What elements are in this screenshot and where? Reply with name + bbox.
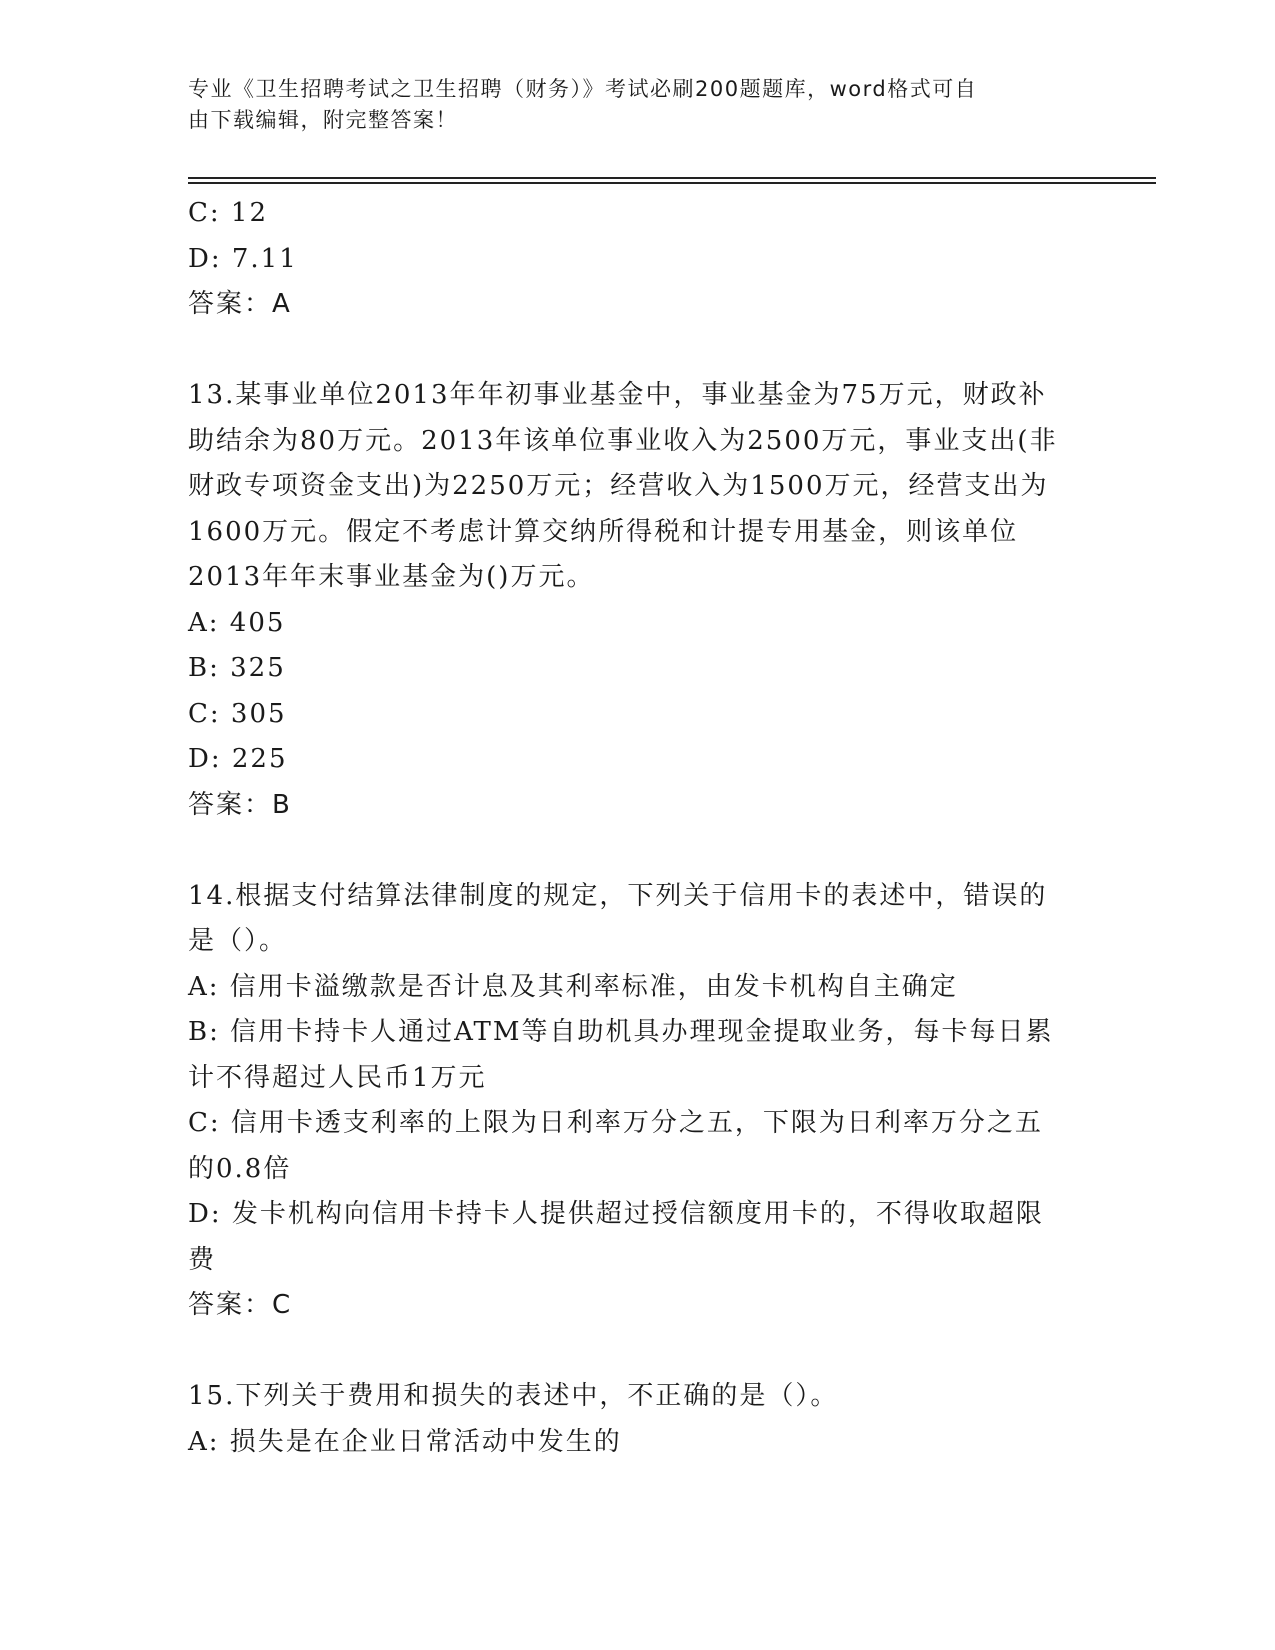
- option-b: B: 信用卡持卡人通过ATM等自助机具办理现金提取业务，每卡每日累: [188, 1017, 1054, 1047]
- answer: 答案：A: [188, 289, 292, 319]
- header-line-2: 由下载编辑，附完整答案！: [188, 108, 458, 132]
- option-b: B: 325: [188, 653, 286, 683]
- question-text-line: 1600万元。假定不考虑计算交纳所得税和计提专用基金，则该单位: [188, 516, 1019, 547]
- option-a: A: 405: [188, 607, 286, 638]
- question-text-line: 助结余为80万元。2013年该单位事业收入为2500万元，事业支出(非: [188, 425, 1058, 456]
- answer: 答案：B: [188, 789, 292, 820]
- option-a: A: 信用卡溢缴款是否计息及其利率标准，由发卡机构自主确定: [188, 971, 958, 1002]
- header-rule-bottom: [188, 182, 1156, 184]
- option-d: D: 发卡机构向信用卡持卡人提供超过授信额度用卡的，不得收取超限: [188, 1199, 1044, 1229]
- header-rule-top: [188, 177, 1156, 179]
- question-text-line: 2013年年末事业基金为()万元。: [188, 562, 595, 592]
- option-b-continued: 计不得超过人民币1万元: [188, 1062, 487, 1093]
- spacer: [188, 828, 1088, 874]
- spacer: [188, 328, 1088, 374]
- question-text-line: 13.某事业单位2013年年初事业基金中，事业基金为75万元，财政补: [188, 380, 1047, 410]
- answer: 答案：C: [188, 1290, 293, 1320]
- question-text-line: 14.根据支付结算法律制度的规定，下列关于信用卡的表述中，错误的: [188, 880, 1048, 911]
- question-text-line: 是（）。: [188, 926, 288, 956]
- question-14: [188, 874, 1088, 1329]
- option-c: C: 305: [188, 698, 287, 729]
- option-d: D: 225: [188, 744, 288, 774]
- question-text-line: 15.下列关于费用和损失的表述中，不正确的是（）。: [188, 1381, 839, 1411]
- option-c: C: 信用卡透支利率的上限为日利率万分之五，下限为日利率万分之五: [188, 1108, 1043, 1138]
- option-d: D: 7.11: [188, 243, 298, 274]
- question-13: [188, 373, 1088, 828]
- option-c: C: 12: [188, 198, 269, 228]
- option-c-continued: 的0.8倍: [188, 1153, 292, 1184]
- question-text-line: 财政专项资金支出)为2250万元；经营收入为1500万元，经营支出为: [188, 471, 1049, 501]
- header-line-1: 专业《卫生招聘考试之卫生招聘（财务）》考试必刷200题题库，word格式可自: [188, 77, 978, 101]
- question-15: [188, 1374, 1088, 1465]
- document-body: [188, 191, 1088, 1465]
- question-12-tail: [188, 191, 1088, 328]
- option-d-continued: 费: [188, 1244, 217, 1275]
- option-a: A: 损失是在企业日常活动中发生的: [188, 1426, 622, 1457]
- document-header: [188, 74, 1068, 136]
- spacer: [188, 1329, 1088, 1375]
